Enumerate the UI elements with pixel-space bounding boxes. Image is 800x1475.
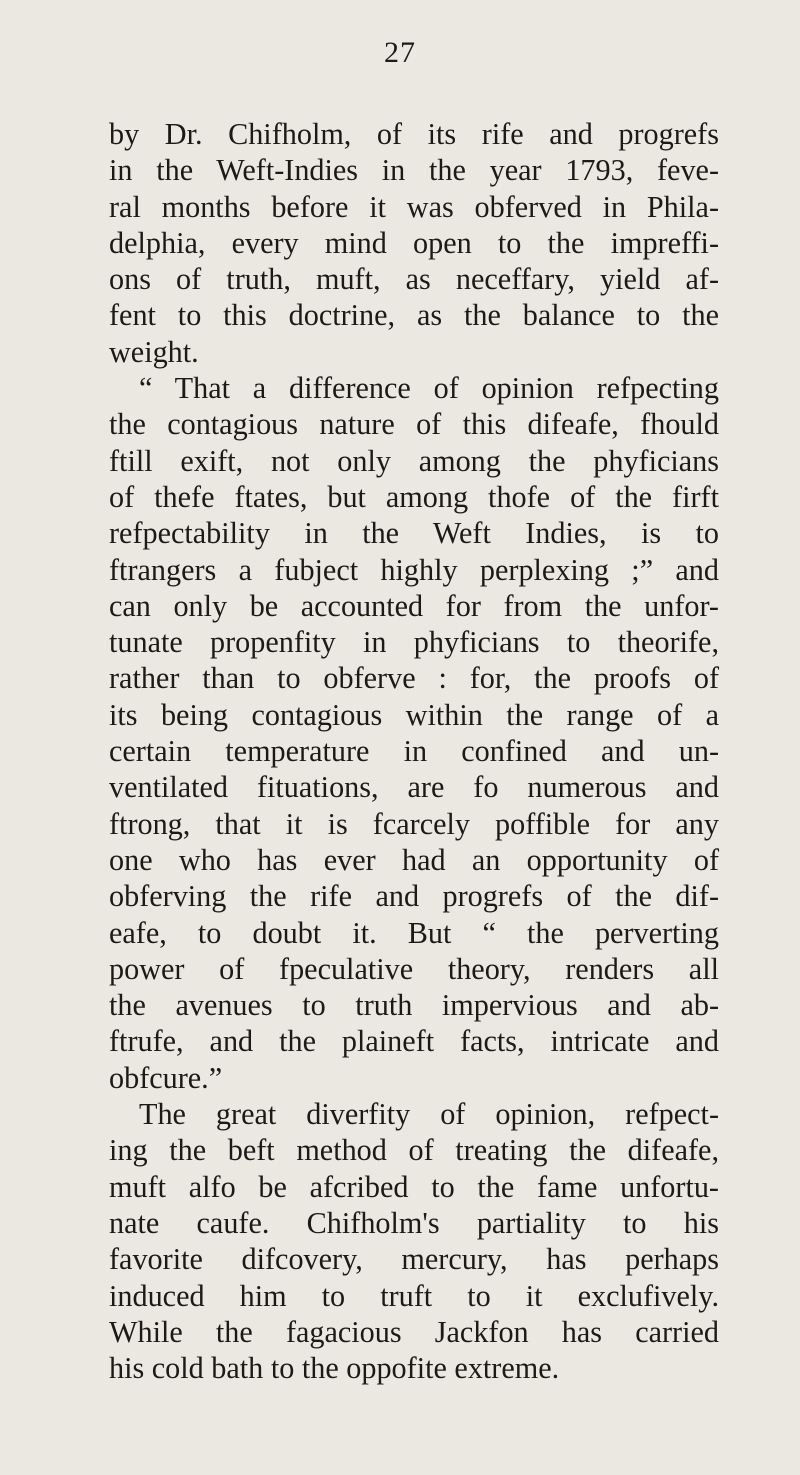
text-line: The great diverfity of opinion, refpect- [139,1097,719,1132]
text-line: muft alfo be afcribed to the fame unfortu- [109,1169,719,1204]
text-line: by Dr. Chifholm, of its rife and progrefs [109,117,719,151]
text-line: the avenues to truth impervious and ab- [109,988,719,1023]
text-line: “ That a difference of opinion refpecting [139,371,719,406]
text-line: certain temperature in confined and un- [109,734,719,769]
text-line: obferving the rife and progrefs of the dif- [109,879,719,914]
text-line: ftill exift, not only among the phyficians [109,443,719,478]
text-line: tunate propenfity in phyficians to theorife, [109,625,719,660]
text-line: his cold bath to the oppofite extreme. [109,1351,560,1386]
text-line: its being contagious within the range of a [109,697,719,732]
text-line: ons of truth, muft, as neceffary, yield af- [109,262,719,297]
text-line: favorite difcovery, mercury, has perhaps [109,1242,719,1277]
text-line: ftrong, that it is fcarcely poffible for any [109,806,719,841]
text-line: of thefe ftates, but among thofe of the firft [109,479,719,514]
body-text [109,116,719,1386]
text-line: obfcure.” [109,1060,223,1095]
text-line: rather than to obferve : for, the proofs of [109,661,719,696]
text-line: power of fpeculative theory, renders all [109,951,719,986]
text-line: weight. [109,334,199,369]
text-line: eafe, to doubt it. But “ the perverting [109,915,719,950]
text-line: ftrangers a fubject highly perplexing ;” and [109,552,719,587]
text-line: in the Weft-Indies in the year 1793, feve- [109,153,719,188]
text-line: can only be accounted for from the unfor- [109,588,719,623]
text-line: refpectability in the Weft Indies, is to [109,516,719,551]
text-line: delphia, every mind open to the impreffi- [109,225,719,260]
text-line: nate caufe. Chifholm's partiality to his [109,1205,719,1240]
text-line: the contagious nature of this difeafe, fhould [109,407,719,442]
text-line: While the fagacious Jackfon has carried [109,1314,719,1349]
text-line: ing the beft method of treating the difeafe, [109,1133,719,1168]
text-line: fent to this doctrine, as the balance to the [109,298,719,333]
text-line: ftrufe, and the plaineft facts, intricate and [109,1024,719,1059]
page-number: 27 [384,36,416,69]
text-line: ventilated fituations, are fo numerous and [109,770,719,805]
text-line: induced him to truft to it exclufively. [109,1278,719,1313]
text-line: ral months before it was obferved in Phila- [109,189,719,224]
text-line: one who has ever had an opportunity of [109,842,719,877]
